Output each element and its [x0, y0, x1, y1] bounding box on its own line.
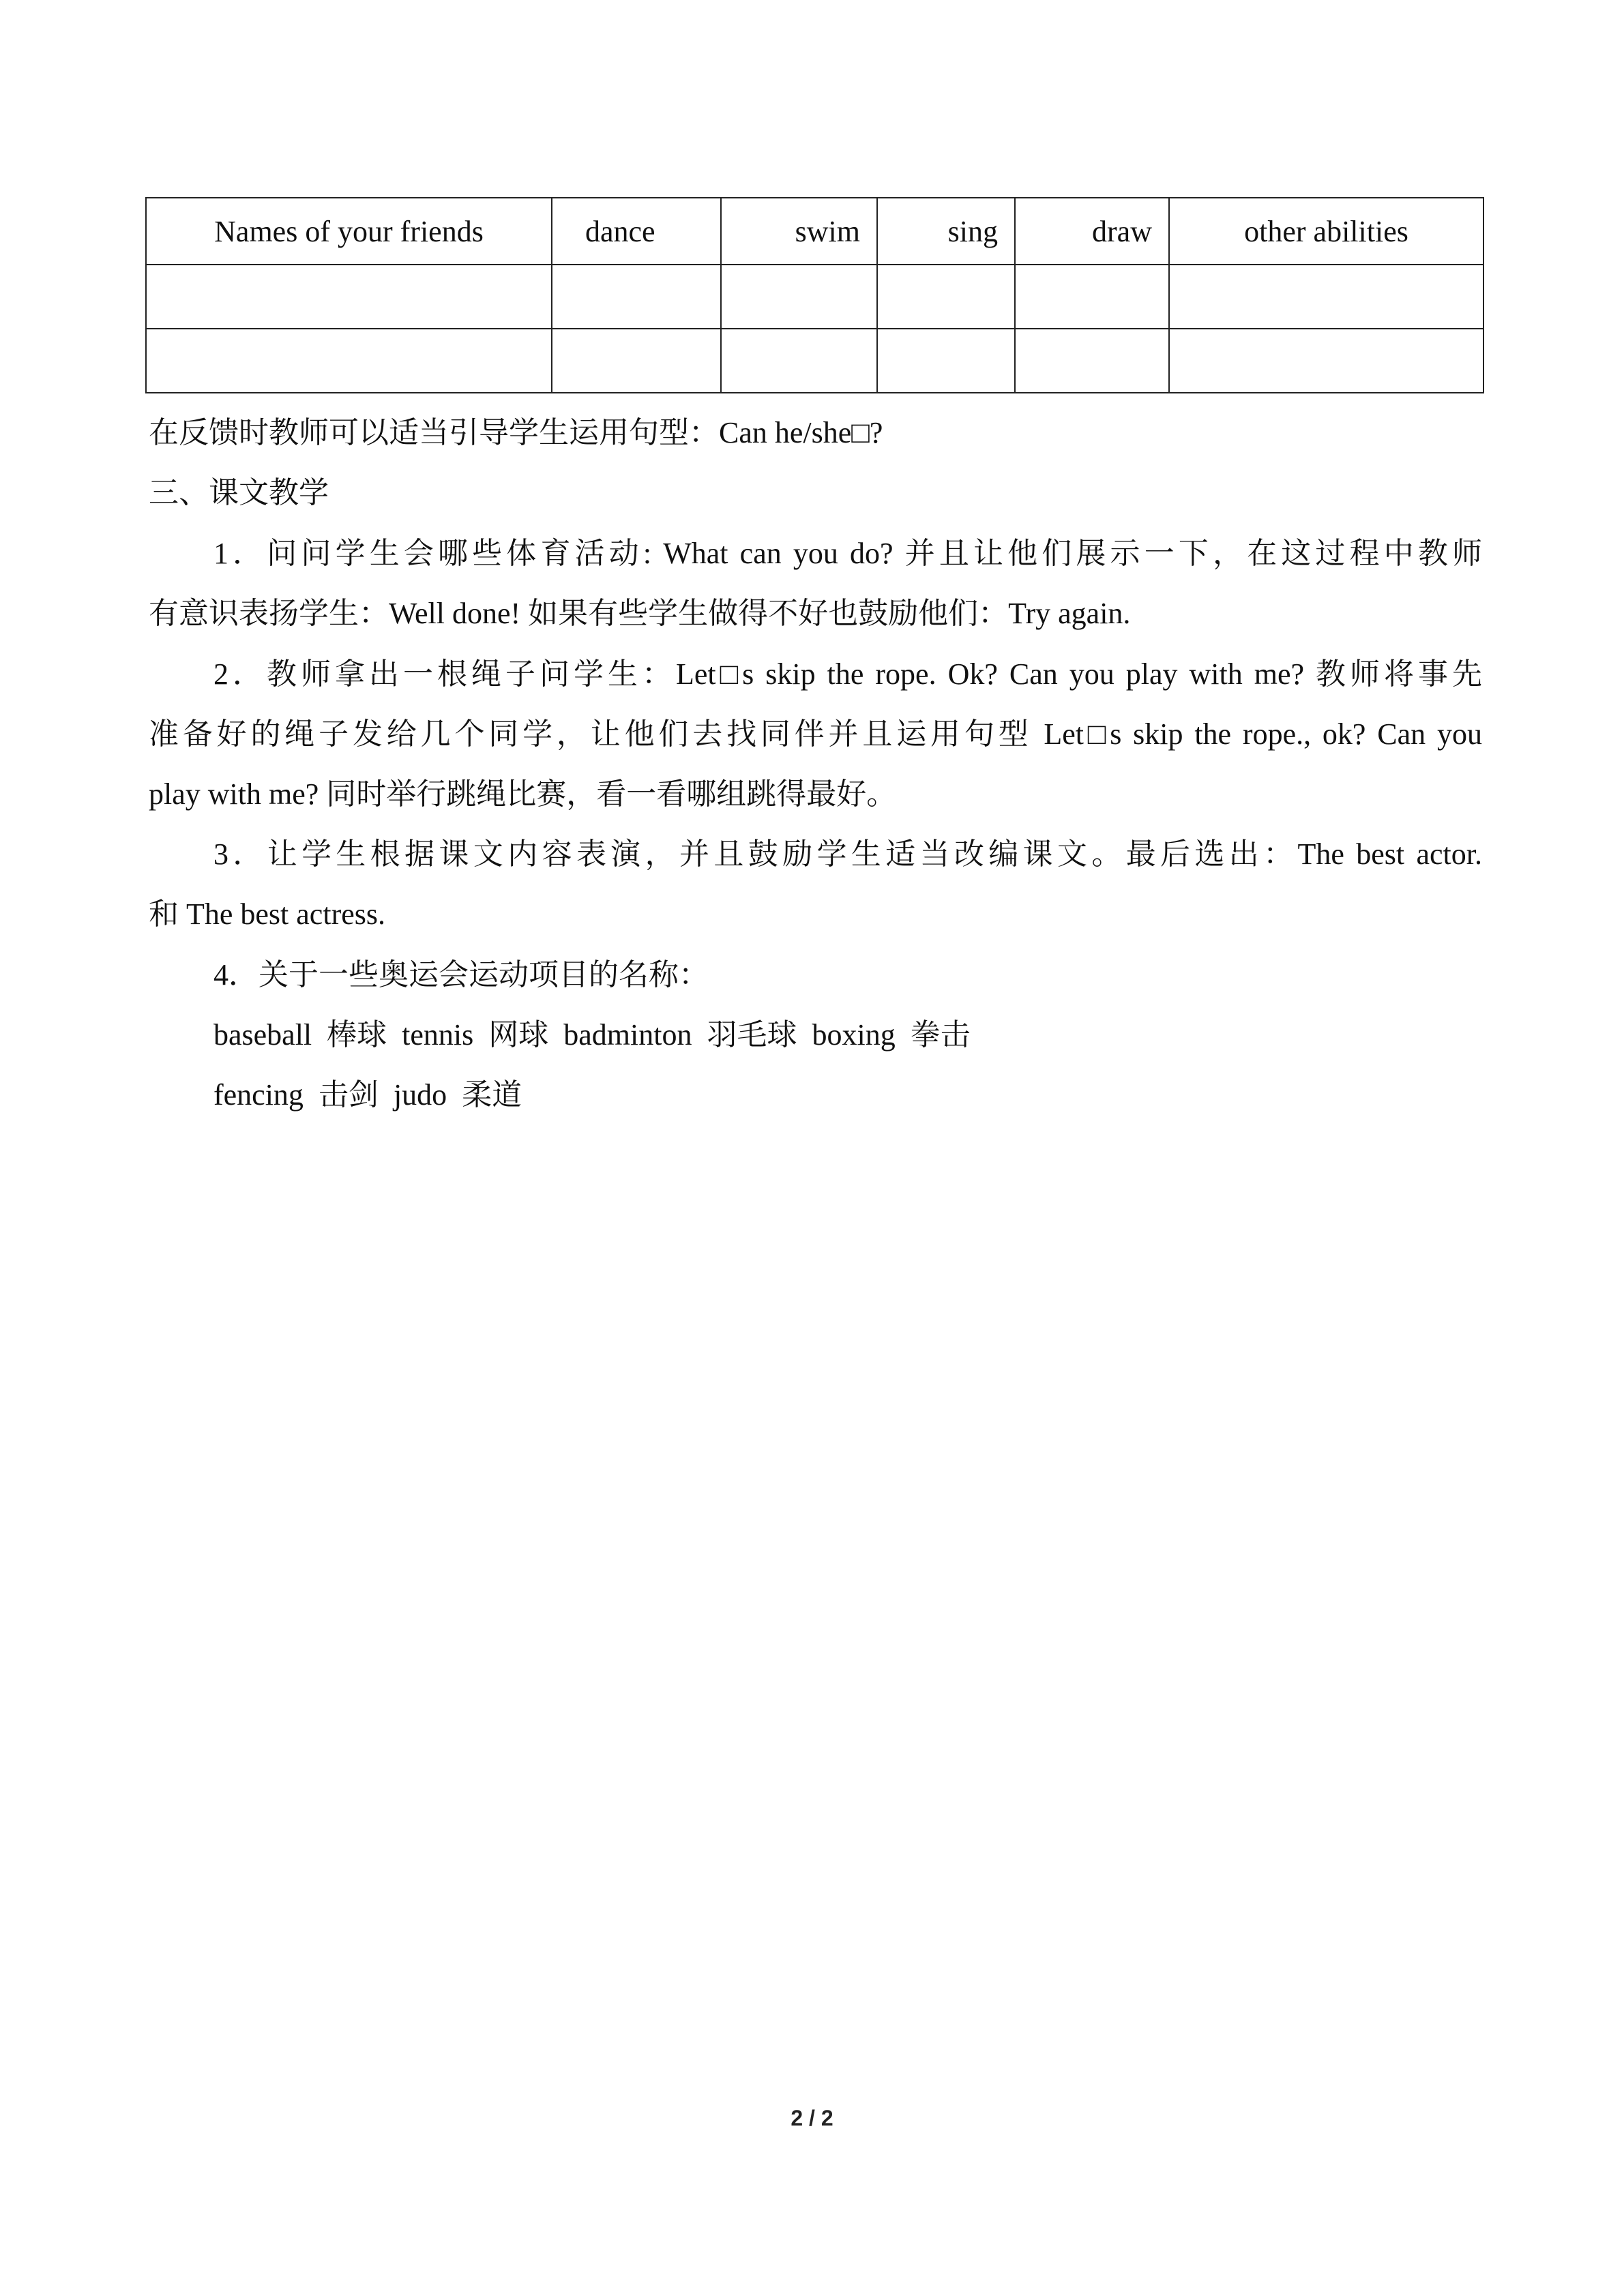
- paragraph-3-line-2: 和 The best actress.: [149, 897, 385, 931]
- header-names: Names of your friends: [146, 198, 552, 265]
- table-cell: [1169, 265, 1483, 329]
- sport-chinese: 羽毛球: [707, 1018, 797, 1052]
- page-number: 2 / 2: [791, 2106, 833, 2130]
- table-cell: [1169, 329, 1483, 393]
- feedback-note: 在反馈时教师可以适当引导学生运用句型：Can he/she□?: [149, 416, 883, 449]
- header-dance: dance: [552, 198, 721, 265]
- section-title: 三、课文教学: [149, 476, 329, 509]
- paragraph-3-line-1: 3．让学生根据课文内容表演，并且鼓励学生适当改编课文。最后选出：The best actor.: [213, 837, 1482, 871]
- paragraph-1-line-2: 有意识表扬学生：Well done! 如果有些学生做得不好也鼓励他们：Try again.: [149, 597, 1131, 630]
- friends-abilities-table: [145, 197, 1484, 393]
- table-cell: [146, 265, 552, 329]
- header-swim: swim: [721, 198, 877, 265]
- paragraph-1-line-1: 1．问问学生会哪些体育活动: What can you do? 并且让他们展示一下，在这过程中教师: [213, 537, 1482, 570]
- table-cell: [146, 329, 552, 393]
- sport-chinese: 柔道: [462, 1078, 522, 1112]
- header-other-abilities: other abilities: [1169, 198, 1483, 265]
- sport-chinese: 网球: [488, 1018, 549, 1052]
- header-draw: draw: [1015, 198, 1169, 265]
- sport-english: baseball: [213, 1018, 312, 1052]
- table-cell: [721, 329, 877, 393]
- table-cell: [877, 329, 1015, 393]
- sports-list-row-2: [213, 1075, 522, 1116]
- table-cell: [721, 265, 877, 329]
- sport-english: fencing: [213, 1078, 304, 1112]
- sport-chinese: 拳击: [910, 1018, 971, 1052]
- table-row: [146, 329, 1483, 393]
- table-cell: [877, 265, 1015, 329]
- paragraph-2-line-2: 准备好的绳子发给几个同学，让他们去找同伴并且运用句型 Let□s skip the rope., ok? Can you: [149, 717, 1482, 751]
- sport-english: tennis: [402, 1018, 474, 1052]
- table-header-row: [146, 198, 1483, 265]
- header-sing: sing: [877, 198, 1015, 265]
- paragraph-2-line-1: 2．教师拿出一根绳子问学生：Let□s skip the rope. Ok? Can you play with me? 教师将事先: [213, 657, 1482, 691]
- table-cell: [552, 265, 721, 329]
- table-cell: [1015, 265, 1169, 329]
- sports-list-row-1: [213, 1015, 971, 1056]
- paragraph-2-line-3: play with me? 同时举行跳绳比赛，看一看哪组跳得最好。: [149, 777, 897, 811]
- paragraph-4-title: 4．关于一些奥运会运动项目的名称：: [213, 958, 709, 992]
- sport-english: badminton: [563, 1018, 692, 1052]
- sport-english: boxing: [812, 1018, 896, 1052]
- sport-chinese: 击剑: [318, 1078, 379, 1112]
- sport-english: judo: [393, 1078, 447, 1112]
- table-cell: [1015, 329, 1169, 393]
- table-cell: [552, 329, 721, 393]
- table-row: [146, 265, 1483, 329]
- sport-chinese: 棒球: [327, 1018, 387, 1052]
